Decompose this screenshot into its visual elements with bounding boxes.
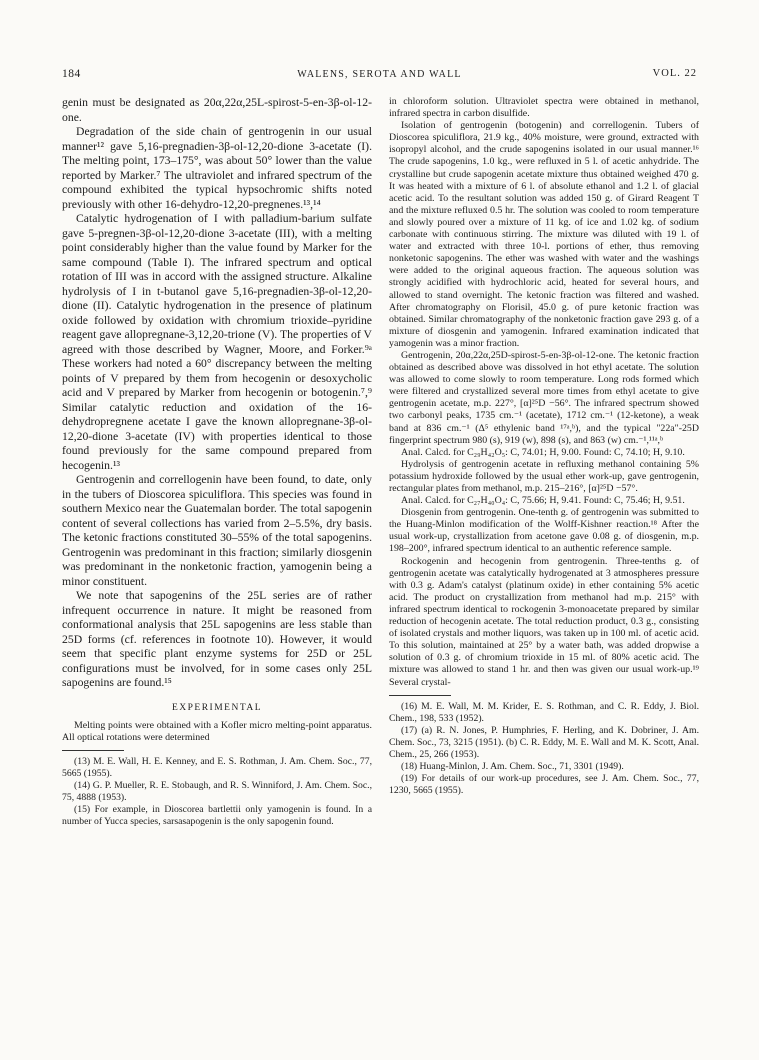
body-paragraph: Hydrolysis of gentrogenin acetate in refluxing methanol containing 5% potassium hydroxide followed by the usual ether work-up, gave gentrogenin, rectangular plates from methanol, m.p. 215–216°, [α]²⁵D −57°. bbox=[389, 458, 699, 494]
body-paragraph: Degradation of the side chain of gentrogenin in our usual manner¹² gave 5,16-pregnadien-3β-ol-12,20-dione 3-acetate (I). The melting point, 173–175°, was about 50° lower than the value reported by Marker.⁷ The ultraviolet and infrared spectrum of the compound exhibited the typical hypsochromic shifts noted previously with other 16-dehydro-12,20-pregnenes.¹³,¹⁴ bbox=[62, 125, 372, 211]
volume-label: VOL. 22 bbox=[652, 68, 697, 79]
section-heading-experimental: EXPERIMENTAL bbox=[171, 702, 263, 713]
body-paragraph: We note that sapogenins of the 25L series are of rather infrequent occurrence in nature. It might be reasoned from conformational analysis that 25L sapogenins are less stable than 25D forms (cf. references in footnote 10). However, it would seem that specific plant enzyme systems for 25D or 25L configurations must be involved, for in some cases only 25L sapogenins are found.¹⁵ bbox=[62, 589, 372, 689]
running-title: WALENS, SEROTA AND WALL bbox=[297, 69, 462, 80]
running-header bbox=[62, 68, 697, 84]
footnote: (16) M. E. Wall, M. M. Krider, E. S. Rothman, and C. R. Eddy, J. Biol. Chem., 198, 533 (1952). bbox=[389, 700, 699, 724]
body-paragraph: Gentrogenin and correllogenin have been found, to date, only in the tubers of Dioscorea spiculiflora. This species was found in southern Mexico near the Guatemalan border. The total sapogenin content of several collections has varied from 2–5.5%, dry basis. The ketonic fractions constituted 30–55% of the total sapogenins. Gentrogenin was predominant in this fraction; similarly diosgenin was predominant in the nonketonic fraction, yamogenin being a minor constituent. bbox=[62, 473, 372, 588]
footnote: (15) For example, in Dioscorea bartlettii only yamogenin is found. In a number of Yucca species, sarsasapogenin is the only sapogenin found. bbox=[62, 803, 372, 827]
body-paragraph: Anal. Calcd. for C₂₇H₄₀O₄: C, 75.66; H, 9.41. Found: C, 75.46; H, 9.51. bbox=[401, 495, 685, 507]
left-column bbox=[62, 96, 372, 828]
body-paragraph: Isolation of gentrogenin (botogenin) and correllogenin. Tubers of Dioscorea spiculiflora, 21.9 kg., 40% moisture, were ground, extracted with isopropyl alcohol, and the crude sapogenins isolated in our usual manner.¹⁶ The crude sapogenins, 1.0 kg., were refluxed in 5 l. of acetic anhydride. The crystalline but crude sapogenin acetate mixture thus obtained weighed 470 g. It was heated with a mixture of 6 l. of absolute ethanol and 1.2 l. of glacial acetic acid. To the resultant solution was added 150 g. of Girard Reagent T and the mixture refluxed 0.5 hr. The solution was cooled to room temperature and slowly poured over a mixture of 11 kg. of ice and 1.02 kg. of sodium carbonate with continuous stirring. The mixture was diluted with 19 l. of water and extracted with three 10-l. portions of ether, thus removing nonketonic sapogenins. The ether was washed with water and the washings were added to the original aqueous fraction. The aqueous solution was strongly acidified with hydrochloric acid, heated for several hours, and allowed to stand overnight. The ketonic fraction was filtered and washed. After chromatography on Florisil, 45.0 g. of pure ketonic fraction was obtained. Similar chromatography of the nonketonic fraction gave 293 g. of a mixture of diosgenin and yamogenin. Infrared examination indicated that yamogenin was a minor fraction. bbox=[389, 120, 699, 349]
body-paragraph: Rockogenin and hecogenin from gentrogenin. Three-tenths g. of gentrogenin acetate was catalytically hydrogenated at 3 atmospheres pressure with 0.3 g. Adam's catalyst (platinum oxide) in ether containing 5% acetic acid. The product on crystallization from methanol had m.p. 215° with infrared spectrum identical to rockogenin 3-monoacetate prepared by similar reduction of hecogenin acetate. The total reduction product, 0.3 g., consisting of isolated crystals and mother liquors, was taken up in 100 ml. of acetic acid. To this solution, maintained at 25° by a water bath, was added dropwise a solution of 0.3 g. of chromium trioxide in 15 ml. of 80% acetic acid. The mixture was allowed to stand 1 hr. and then was given our usual work-up.¹⁹ Several crystal- bbox=[389, 555, 699, 688]
footnote: (18) Huang-Minlon, J. Am. Chem. Soc., 71, 3301 (1949). bbox=[401, 760, 624, 772]
footnote: (14) G. P. Mueller, R. E. Stobaugh, and R. S. Winniford, J. Am. Chem. Soc., 75, 4888 (1953). bbox=[62, 779, 372, 803]
body-paragraph: genin must be designated as 20α,22α,25L-spirost-5-en-3β-ol-12-one. bbox=[62, 96, 372, 124]
body-paragraph: Gentrogenin, 20α,22α,25D-spirost-5-en-3β-ol-12-one. The ketonic fraction obtained as described above was dissolved in hot ethyl acetate. The solution was allowed to come slowly to room temperature. Long rods formed which were filtered and crystallized several more times from ethyl acetate to give gentrogenin acetate, m.p. 227°, [α]²⁵D −56°. The infrared spectrum showed two carbonyl peaks, 1735 cm.⁻¹ (acetate), 1712 cm.⁻¹ (12-ketone), a weak band at 836 cm.⁻¹ (Δ⁵ ethylenic band ¹⁷ᵃ,ᵇ), and the typical "22a"-25D fingerprint spectrum 980 (s), 919 (w), 898 (s), and 863 (w) cm.⁻¹,¹¹ᵃ,ᵇ bbox=[389, 349, 699, 446]
body-paragraph: Diosgenin from gentrogenin. One-tenth g. of gentrogenin was submitted to the Huang-Minlon modification of the Wolff-Kishner reaction.¹⁸ After the usual work-up, crystallization from acetone gave 0.08 g. of diosgenin, m.p. 198–200°, infrared spectrum identical to an authentic reference sample. bbox=[389, 507, 699, 555]
footnote: (17) (a) R. N. Jones, P. Humphries, F. Herling, and K. Dobriner, J. Am. Chem. Soc., 73, 3215 (1951). (b) C. R. Eddy, M. E. Wall and M. K. Scott, Anal. Chem., 25, 266 (1953). bbox=[389, 724, 699, 760]
body-paragraph: in chloroform solution. Ultraviolet spectra were obtained in methanol, infrared spectra in carbon disulfide. bbox=[389, 96, 699, 120]
footnote: (13) M. E. Wall, H. E. Kenney, and E. S. Rothman, J. Am. Chem. Soc., 77, 5665 (1955). bbox=[62, 755, 372, 779]
footnote-divider bbox=[62, 750, 124, 751]
footnote-divider bbox=[389, 695, 451, 696]
experimental-intro: Melting points were obtained with a Kofler micro melting-point apparatus. All optical rotations were determined bbox=[62, 719, 372, 743]
page-number: 184 bbox=[62, 68, 81, 80]
right-column bbox=[389, 96, 699, 797]
body-paragraph: Catalytic hydrogenation of I with palladium-barium sulfate gave 5-pregnen-3β-ol-12,20-dione 3-acetate (III), with a melting point considerably higher than the value found by Marker for the same compound (Table I). The infrared spectrum and optical rotation of III was in accord with the assigned structure. Alkaline hydrolysis of I in t-butanol gave 5,16-pregnadien-3β-ol-12,20-dione (II). Catalytic hydrogenation in the presence of platinum oxide followed by oxidation with chromium trioxide–pyridine reagent gave allopregnane-3,12,20-trione (V). The properties of V agreed with those described by Wagner, Moore, and Forker.⁹ᵃ These workers had noted a 60° discrepancy between the melting points of V prepared by them from hecogenin or desoxycholic acid and V prepared by Marker from hecogenin or botogenin.⁷,⁹ Similar catalytic reduction and oxidation of the 16-dehydropregnene acetate I gave the known allopregnane-3β-ol-12,20-dione 3-acetate (IV) with properties identical to those found previously for the same compound prepared from hecogenin.¹³ bbox=[62, 212, 372, 472]
body-paragraph: Anal. Calcd. for C₂₉H₄₂O₅: C, 74.01; H, 9.00. Found: C, 74.10; H, 9.10. bbox=[401, 446, 685, 458]
footnote: (19) For details of our work-up procedures, see J. Am. Chem. Soc., 77, 1230, 5665 (1955). bbox=[389, 772, 699, 796]
